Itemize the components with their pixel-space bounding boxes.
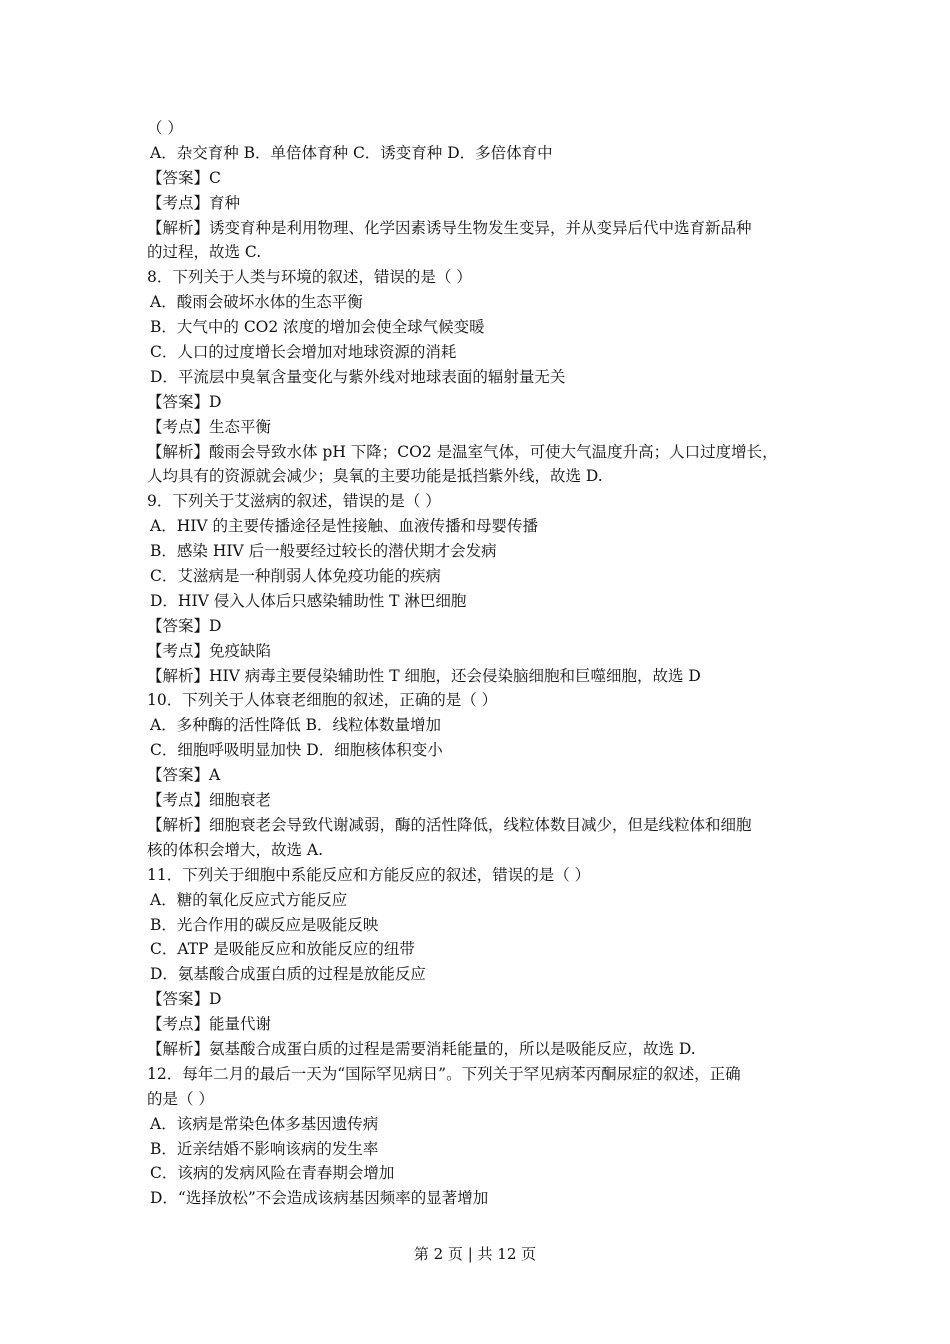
option-line: D．HIV 侵入人体后只感染辅助性 T 淋巴细胞 — [150, 591, 467, 610]
option-line: C．艾滋病是一种削弱人体免疫功能的疾病 — [150, 567, 441, 586]
analysis-line: 【解析】诱变育种是利用物理、化学因素诱导生物发生变异，并从变异后代中选育新品种 — [147, 218, 752, 237]
question-stem-line: （ ） — [147, 119, 183, 137]
page-content — [147, 116, 812, 1211]
option-line: D．平流层中臭氧含量变化与紫外线对地球表面的辐射量无关 — [150, 367, 566, 386]
analysis-line: 人均具有的资源就会减少；臭氧的主要功能是抵挡紫外线，故选 D. — [147, 467, 603, 486]
answer-line: 【答案】D — [147, 392, 222, 411]
answer-line: 【答案】A — [147, 766, 221, 785]
topic-line: 【考点】免疫缺陷 — [147, 641, 272, 660]
option-line: B．近亲结婚不影响该病的发生率 — [150, 1139, 379, 1158]
analysis-line: 【解析】酸雨会导致水体 pH 下降；CO2 是温室气体，可使大气温度升高；人口过度增长， — [147, 442, 778, 461]
option-line: A．该病是常染色体多基因遗传病 — [150, 1114, 379, 1133]
analysis-line: 【解析】细胞衰老会导致代谢减弱，酶的活性降低，线粒体数目减少，但是线粒体和细胞 — [147, 815, 752, 834]
analysis-line: 核的体积会增大，故选 A. — [147, 840, 324, 859]
option-line: C．人口的过度增长会增加对地球资源的消耗 — [150, 343, 457, 362]
option-line: B．光合作用的碳反应是吸能反映 — [150, 915, 379, 934]
question-stem-line: 10．下列关于人体衰老细胞的叙述，正确的是（ ） — [147, 691, 498, 710]
option-line: D．氨基酸合成蛋白质的过程是放能反应 — [150, 965, 426, 984]
option-line: A．多种酶的活性降低 B．线粒体数量增加 — [150, 716, 442, 735]
option-line: A．糖的氧化反应式方能反应 — [150, 890, 348, 909]
option-line: C．ATP 是吸能反应和放能反应的纽带 — [150, 940, 415, 959]
topic-line: 【考点】细胞衰老 — [147, 791, 272, 810]
analysis-line: 【解析】氨基酸合成蛋白质的过程是需要消耗能量的，所以是吸能反应，故选 D. — [147, 1039, 696, 1058]
option-line: A．杂交育种 B．单倍体育种 C．诱变育种 D．多倍体育中 — [150, 143, 553, 162]
option-line: C．该病的发病风险在青春期会增加 — [150, 1164, 395, 1183]
topic-line: 【考点】生态平衡 — [147, 417, 272, 436]
option-line: B．感染 HIV 后一般要经过较长的潜伏期才会发病 — [150, 542, 497, 561]
answer-line: 【答案】C — [147, 168, 221, 187]
option-line: A．HIV 的主要传播途径是性接触、血液传播和母婴传播 — [150, 517, 538, 536]
answer-line: 【答案】D — [147, 616, 222, 635]
answer-line: 【答案】D — [147, 990, 222, 1009]
option-line: D．“选择放松”不会造成该病基因频率的显著增加 — [150, 1189, 489, 1208]
question-stem-line: 8．下列关于人类与环境的叙述，错误的是（ ） — [147, 268, 472, 287]
topic-line: 【考点】育种 — [147, 193, 241, 212]
question-stem-line: 12．每年二月的最后一天为“国际罕见病日”。下列关于罕见病苯丙酮尿症的叙述，正确 — [147, 1064, 741, 1083]
question-stem-line: 11．下列关于细胞中系能反应和方能反应的叙述，错误的是（ ） — [147, 865, 591, 884]
option-line: C．细胞呼吸明显加快 D．细胞核体积变小 — [150, 741, 443, 760]
analysis-line: 的过程，故选 C. — [147, 243, 262, 262]
question-stem-line: 的是（ ） — [147, 1089, 214, 1108]
option-line: A．酸雨会破坏水体的生态平衡 — [150, 293, 363, 312]
analysis-line: 【解析】HIV 病毒主要侵染辅助性 T 细胞，还会侵染脑细胞和巨噬细胞，故选 D — [147, 666, 701, 685]
question-stem-line: 9．下列关于艾滋病的叙述，错误的是（ ） — [147, 492, 441, 511]
option-line: B．大气中的 CO2 浓度的增加会使全球气候变暖 — [150, 318, 485, 337]
page-footer: 第 2 页 | 共 12 页 — [413, 1245, 537, 1263]
topic-line: 【考点】能量代谢 — [147, 1015, 272, 1034]
